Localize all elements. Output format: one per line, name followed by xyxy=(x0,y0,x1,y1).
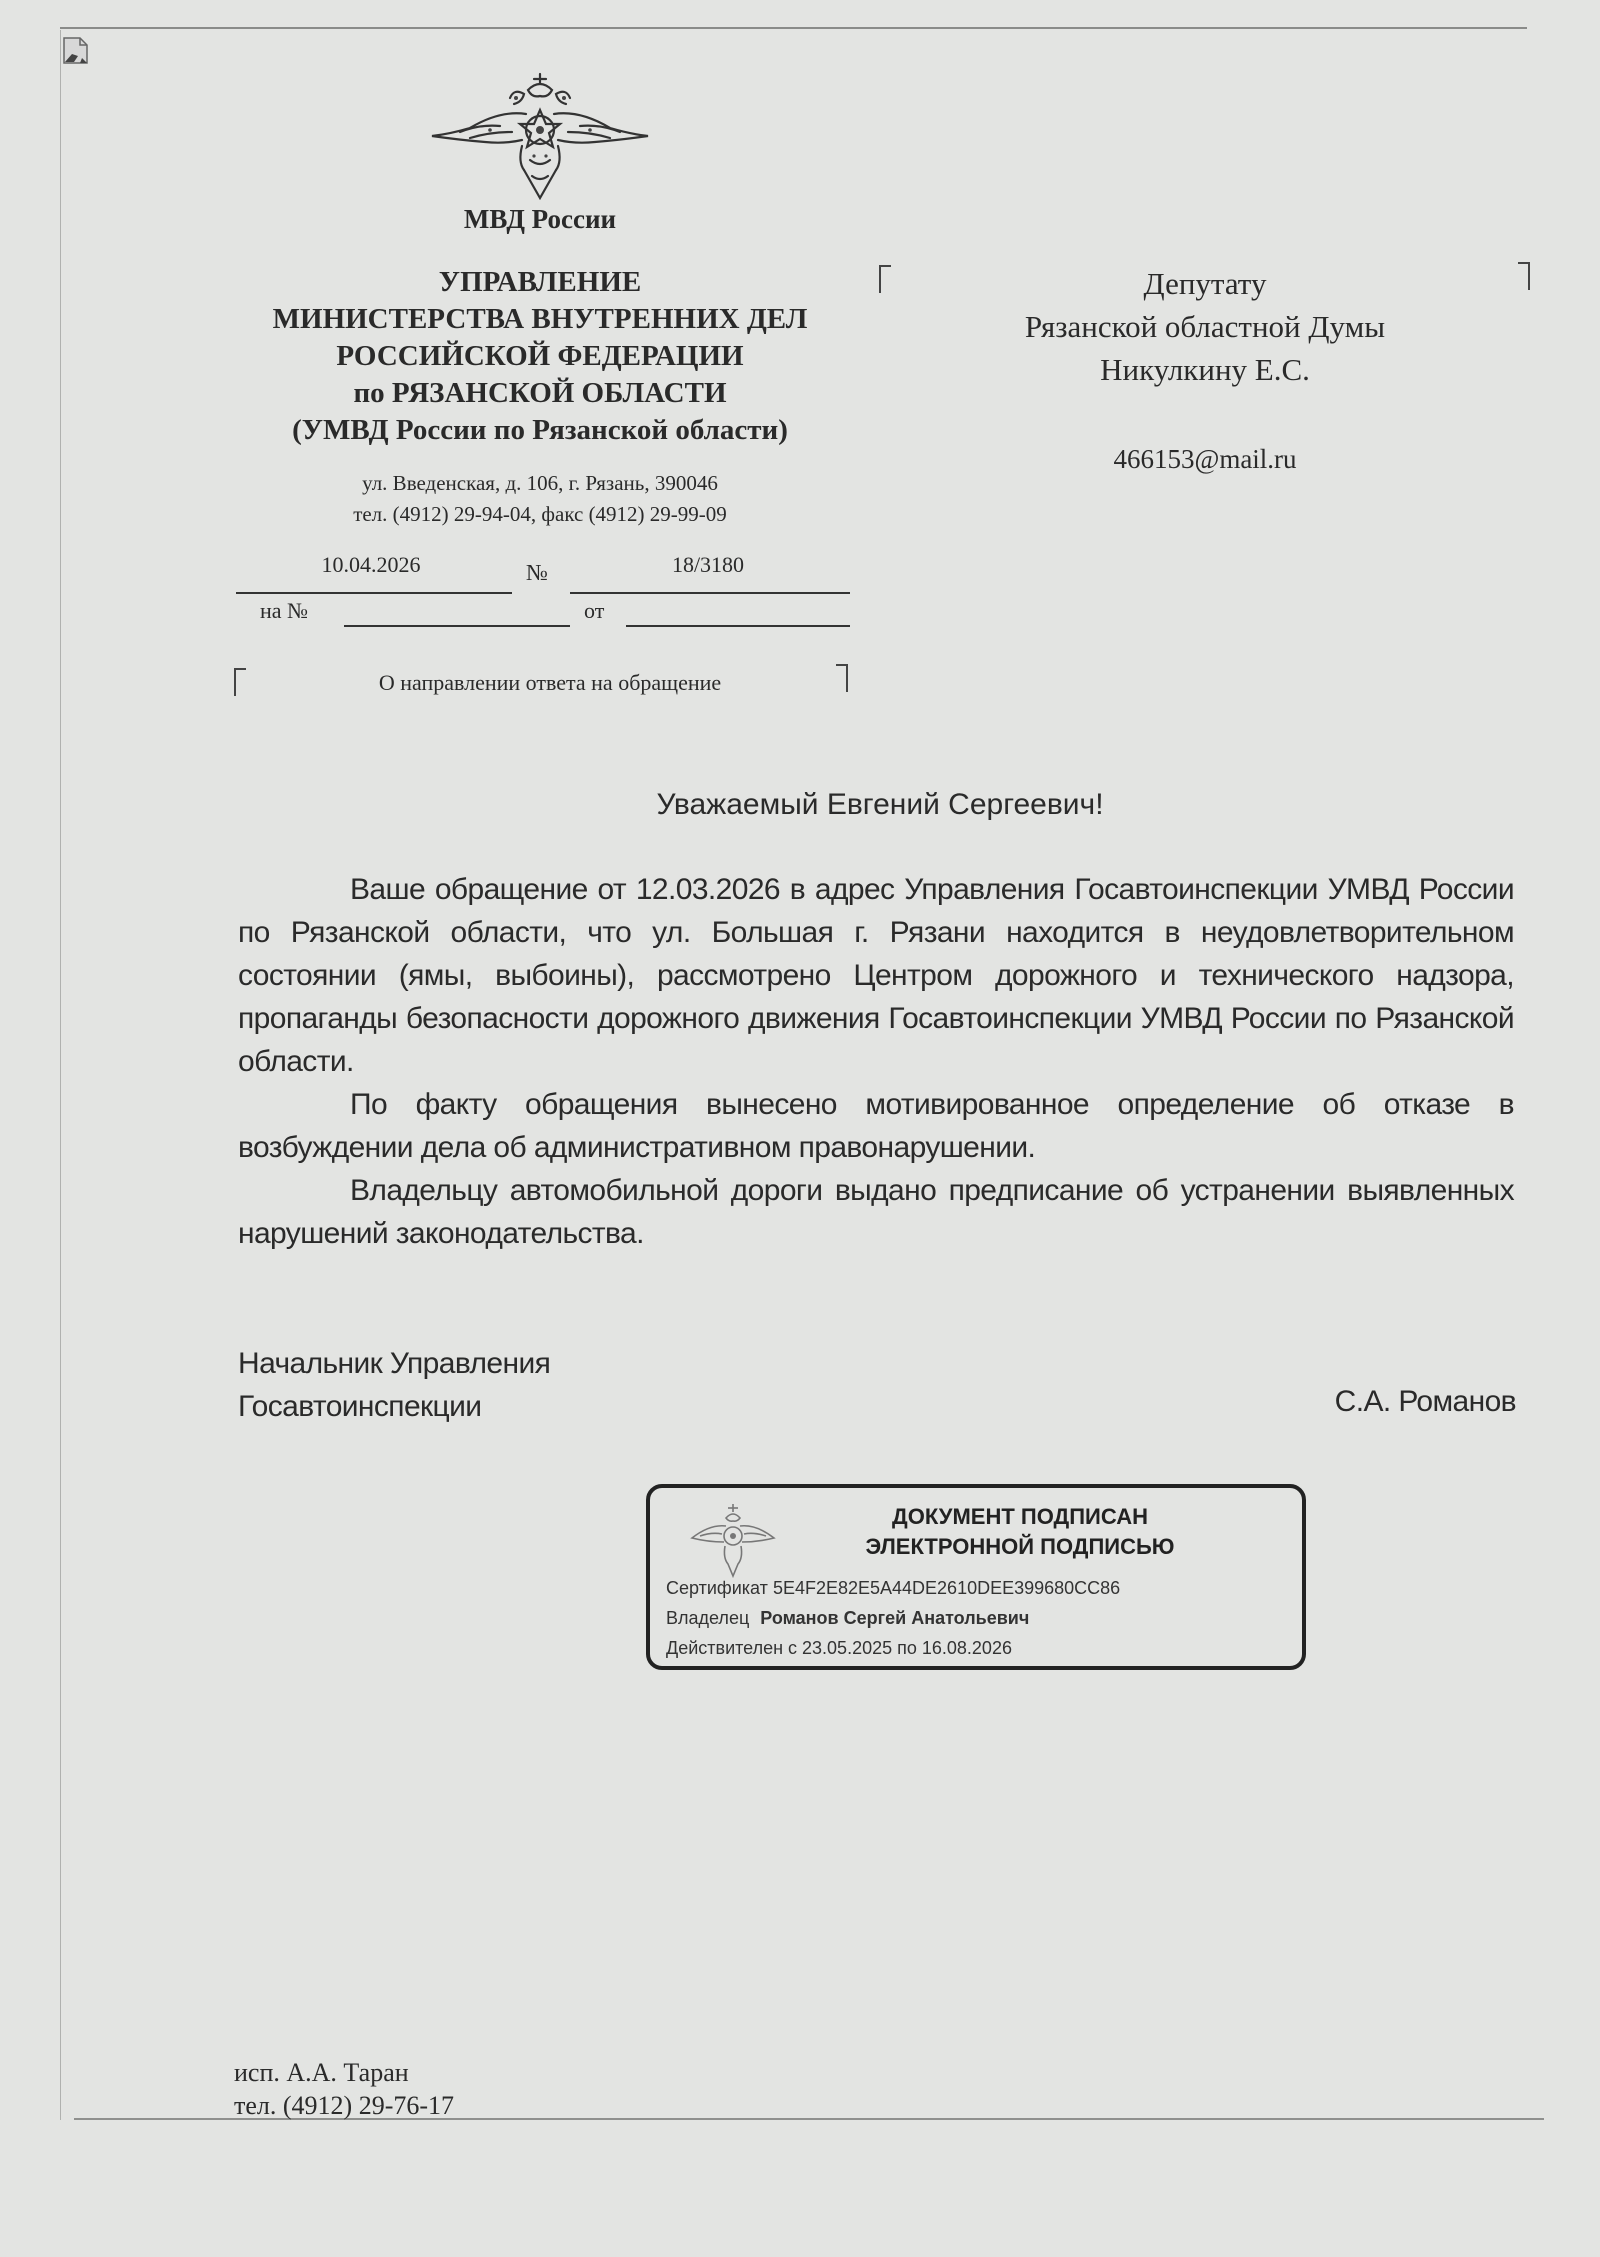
subject-bracket-left xyxy=(234,668,246,696)
owner-name: Романов Сергей Анатольевич xyxy=(760,1608,1030,1628)
certificate-serial: 5E4F2E82E5A44DE2610DEE399680CC86 xyxy=(772,1578,1121,1598)
reference-number-label: на № xyxy=(260,598,309,623)
number-label: № xyxy=(526,560,548,585)
letter-subject: О направлении ответа на обращение xyxy=(378,670,722,695)
owner-row xyxy=(666,1608,1029,1629)
number-underline xyxy=(570,592,850,594)
owner-label: Владелец xyxy=(666,1608,750,1628)
mvd-emblem-icon xyxy=(430,70,650,200)
organization-contacts xyxy=(220,468,860,530)
reference-number-field xyxy=(344,625,570,627)
mvd-emblem-icon xyxy=(688,1500,778,1580)
certificate-label: Сертификат xyxy=(666,1578,768,1598)
electronic-signature-stamp xyxy=(646,1484,1306,1670)
org-line: (УМВД России по Рязанской области) xyxy=(292,414,788,446)
org-line: УПРАВЛЕНИЕ xyxy=(438,266,642,298)
ministry-short-name: МВД России xyxy=(463,204,617,234)
executor-name: исп. А.А. Таран xyxy=(234,2058,409,2087)
reference-date-label: от xyxy=(584,598,605,623)
outgoing-date: 10.04.2026 xyxy=(321,552,421,577)
org-line: по РЯЗАНСКОЙ ОБЛАСТИ xyxy=(353,377,727,409)
signatory-title-line: Начальник Управления xyxy=(238,1347,551,1380)
outgoing-number: 18/3180 xyxy=(671,552,745,577)
signatory-title-line: Госавтоинспекции xyxy=(238,1390,482,1423)
body-paragraph: По факту обращения вынесено мотивированное определение об отказе в возбуждении дела об административном правонарушении. xyxy=(238,1088,1514,1164)
organization-address: ул. Введенская, д. 106, г. Рязань, 390046 xyxy=(362,471,718,495)
salutation: Уважаемый Евгений Сергеевич! xyxy=(656,788,1104,821)
letter-body xyxy=(238,868,1514,1255)
recipient-bracket-left xyxy=(879,265,891,293)
recipient-line: Депутату xyxy=(1143,266,1267,301)
page-frame-top-line xyxy=(60,27,1527,29)
broken-image-icon xyxy=(62,36,90,66)
date-underline xyxy=(236,592,512,594)
subject-bracket-right xyxy=(836,664,848,692)
organization-phones: тел. (4912) 29-94-04, факс (4912) 29-99-09 xyxy=(353,502,727,526)
certificate-row xyxy=(666,1578,1120,1599)
body-paragraph: Владельцу автомобильной дороги выдано предписание об устранении выявленных нарушений законодательства. xyxy=(238,1174,1514,1250)
executor-phone: тел. (4912) 29-76-17 xyxy=(234,2091,455,2120)
organization-name xyxy=(220,264,860,449)
recipient-bracket-right xyxy=(1518,262,1530,290)
body-paragraph: Ваше обращение от 12.03.2026 в адрес Управления Госавтоинспекции УМВД России по Рязанской области, что ул. Большая г. Рязани находится в неудовлетворительном состоянии (ямы, выбоины), рассмотрено Центром дорожного и технического надзора, пропаганды безопасности дорожного движения Госавтоинспекции УМВД России по Рязанской области. xyxy=(238,873,1514,1078)
page-frame-left-line xyxy=(60,30,61,2120)
org-line: РОССИЙСКОЙ ФЕДЕРАЦИИ xyxy=(336,340,744,372)
stamp-title-line: ДОКУМЕНТ ПОДПИСАН xyxy=(892,1504,1148,1529)
executor-info xyxy=(234,2056,454,2122)
signatory-title xyxy=(238,1342,550,1428)
stamp-title-line: ЭЛЕКТРОННОЙ ПОДПИСЬЮ xyxy=(865,1534,1175,1559)
recipient-line: Никулкину Е.С. xyxy=(1100,352,1310,387)
validity-period: Действителен с 23.05.2025 по 16.08.2026 xyxy=(666,1638,1012,1658)
signatory-name: С.А. Романов xyxy=(1334,1385,1516,1418)
recipient-block xyxy=(900,262,1510,391)
stamp-title xyxy=(770,1502,1270,1562)
reference-date-field xyxy=(626,625,850,627)
org-line: МИНИСТЕРСТВА ВНУТРЕННИХ ДЕЛ xyxy=(272,303,808,335)
recipient-email: 466153@mail.ru xyxy=(1113,444,1297,474)
recipient-line: Рязанской областной Думы xyxy=(1024,309,1386,344)
